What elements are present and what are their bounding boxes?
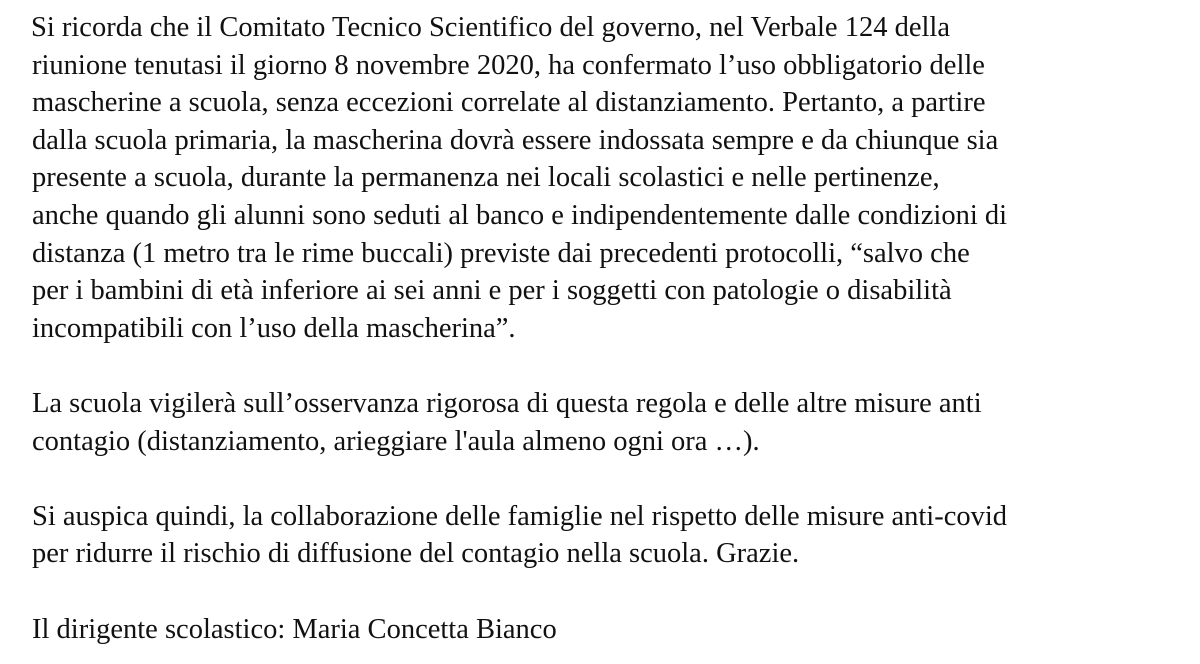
- text-line: contagio (distanziamento, arieggiare l'aula almeno ogni ora …).: [32, 425, 760, 457]
- paragraph-family-collaboration: [32, 498, 1192, 573]
- paragraph-school-vigilance: [32, 385, 1192, 460]
- text-line: per i bambini di età inferiore ai sei anni e per i soggetti con patologie o disabilità: [32, 275, 952, 307]
- paragraph-spacer: [32, 347, 1192, 385]
- text-line: dalla scuola primaria, la mascherina dovrà essere indossata sempre e da chiunque sia: [32, 124, 999, 156]
- signature-line: Il dirigente scolastico: Maria Concetta Bianco: [32, 613, 557, 645]
- text-line: distanza (1 metro tra le rime buccali) previste dai precedenti protocolli, “salvo che: [32, 237, 970, 269]
- document-body: [32, 9, 1192, 648]
- text-line: presente a scuola, durante la permanenza nei locali scolastici e nelle pertinenze,: [32, 162, 940, 194]
- text-line: riunione tenutasi il giorno 8 novembre 2020, ha confermato l’uso obbligatorio delle: [32, 49, 985, 81]
- paragraph-spacer: [32, 573, 1192, 611]
- text-line: mascherine a scuola, senza eccezioni correlate al distanziamento. Pertanto, a partire: [32, 87, 986, 119]
- text-line: La scuola vigilerà sull’osservanza rigorosa di questa regola e delle altre misure anti: [32, 387, 982, 419]
- text-line: per ridurre il rischio di diffusione del contagio nella scuola. Grazie.: [32, 538, 800, 570]
- text-line: Si auspica quindi, la collaborazione delle famiglie nel rispetto delle misure anti-covid: [32, 500, 1008, 532]
- text-line: incompatibili con l’uso della mascherina”.: [32, 312, 516, 344]
- paragraph-mask-rules: [32, 9, 1192, 347]
- paragraph-spacer: [32, 460, 1192, 498]
- text-line: Si ricorda che il Comitato Tecnico Scientifico del governo, nel Verbale 124 della: [31, 12, 950, 43]
- text-line: anche quando gli alunni sono seduti al banco e indipendentemente dalle condizioni di: [32, 199, 1008, 231]
